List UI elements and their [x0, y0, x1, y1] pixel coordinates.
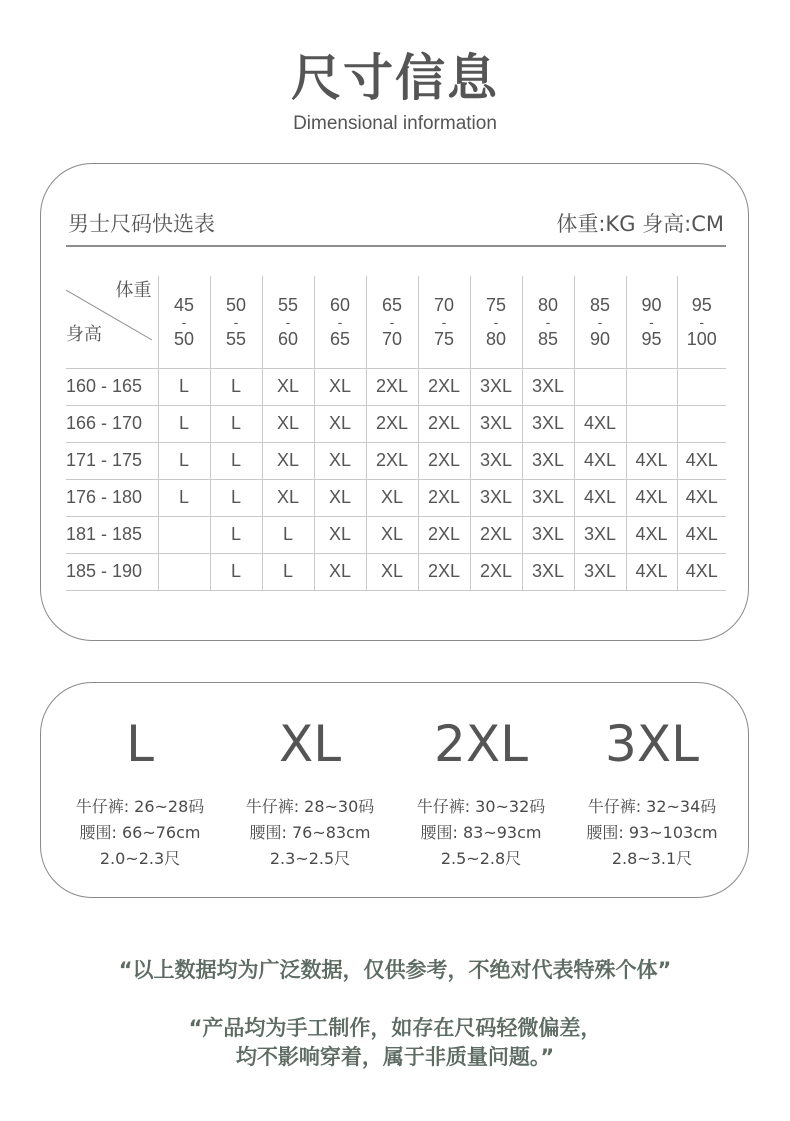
size-cell: 3XL [522, 516, 574, 553]
size-cell: L [262, 553, 314, 590]
size-cell: 4XL [574, 405, 626, 442]
table-row [66, 442, 726, 479]
height-range-cell: 166 - 170 [66, 405, 158, 442]
size-cell: 3XL [522, 405, 574, 442]
waist-size: 腰围: 66~76cm [79, 823, 201, 842]
size-cell: 4XL [574, 442, 626, 479]
size-cell: 3XL [470, 368, 522, 405]
jeans-size: 牛仔裤: 32~34码 [587, 797, 717, 816]
size-cell [158, 516, 210, 553]
size-cell: XL [366, 479, 418, 516]
table-row [66, 553, 726, 590]
size-guide-xl [225, 712, 395, 872]
weight-column-header: 90 - 95 [626, 276, 677, 368]
size-cell: L [158, 479, 210, 516]
unit-label: 体重:KG 身高:CM [556, 212, 724, 236]
size-cell: 2XL [366, 368, 418, 405]
size-cell: L [210, 368, 262, 405]
waist-size: 腰围: 93~103cm [586, 823, 718, 842]
size-cell: 2XL [418, 553, 470, 590]
table-row [66, 516, 726, 553]
size-cell: 3XL [470, 479, 522, 516]
size-cell: 3XL [574, 553, 626, 590]
size-cell: 4XL [626, 553, 677, 590]
handmade-note-line2: 均不影响穿着，属于非质量问题。” [235, 1045, 555, 1069]
table-row [66, 405, 726, 442]
size-cell: XL [262, 405, 314, 442]
waist-size: 腰围: 83~93cm [420, 823, 542, 842]
size-cell: XL [314, 479, 366, 516]
handmade-note-line1: “产品均为手工制作，如存在尺码轻微偏差， [188, 1016, 602, 1040]
size-cell: 4XL [677, 516, 726, 553]
size-cell: 4XL [677, 442, 726, 479]
size-cell [677, 368, 726, 405]
chi-size: 2.8~3.1尺 [611, 849, 693, 868]
page-subtitle: Dimensional information [293, 113, 497, 134]
size-cell: 3XL [522, 368, 574, 405]
jeans-size: 牛仔裤: 30~32码 [416, 797, 546, 816]
table-header-row [66, 276, 726, 368]
size-cell: 4XL [626, 479, 677, 516]
size-cell: 2XL [470, 516, 522, 553]
corner-weight-label: 体重 [115, 280, 152, 301]
size-cell: 3XL [470, 405, 522, 442]
table-row [66, 368, 726, 405]
size-cell: XL [366, 553, 418, 590]
size-cell: 4XL [677, 553, 726, 590]
jeans-size: 牛仔裤: 26~28码 [75, 797, 205, 816]
weight-column-header: 45 - 50 [158, 276, 210, 368]
size-cell: XL [314, 405, 366, 442]
size-cell: XL [262, 368, 314, 405]
height-range-cell: 171 - 175 [66, 442, 158, 479]
size-cell: 2XL [366, 405, 418, 442]
waist-size: 腰围: 76~83cm [249, 823, 371, 842]
size-cell: XL [314, 368, 366, 405]
weight-column-header: 85 - 90 [574, 276, 626, 368]
size-guide-2xl [396, 712, 566, 872]
size-label: 2XL [434, 715, 528, 773]
size-guide-l [55, 712, 225, 872]
size-cell: L [158, 368, 210, 405]
weight-column-header: 65 - 70 [366, 276, 418, 368]
weight-column-header: 75 - 80 [470, 276, 522, 368]
size-cell: 3XL [574, 516, 626, 553]
size-cell: XL [366, 516, 418, 553]
size-cell: L [158, 442, 210, 479]
size-cell: XL [262, 479, 314, 516]
weight-column-header: 50 - 55 [210, 276, 262, 368]
chi-size: 2.3~2.5尺 [269, 849, 351, 868]
size-cell: L [158, 405, 210, 442]
size-cell: 4XL [626, 516, 677, 553]
height-range-cell: 181 - 185 [66, 516, 158, 553]
corner-height-label: 身高 [66, 323, 102, 345]
height-range-cell: 176 - 180 [66, 479, 158, 516]
weight-column-header: 60 - 65 [314, 276, 366, 368]
size-label: 3XL [605, 715, 699, 773]
chi-size: 2.0~2.3尺 [99, 849, 181, 868]
size-cell: L [262, 516, 314, 553]
size-table [66, 276, 726, 591]
height-range-cell: 185 - 190 [66, 553, 158, 590]
size-cell: L [210, 553, 262, 590]
size-label: XL [278, 715, 342, 773]
chi-size: 2.5~2.8尺 [440, 849, 522, 868]
size-cell [626, 368, 677, 405]
size-cell [626, 405, 677, 442]
size-cell: XL [314, 553, 366, 590]
size-cell: 4XL [574, 479, 626, 516]
size-cell: 2XL [418, 405, 470, 442]
size-cell: XL [314, 442, 366, 479]
size-cell [158, 553, 210, 590]
size-cell: 2XL [470, 553, 522, 590]
size-cell: 4XL [626, 442, 677, 479]
jeans-size: 牛仔裤: 28~30码 [245, 797, 375, 816]
size-cell: L [210, 516, 262, 553]
size-cell: 3XL [522, 553, 574, 590]
disclaimer-note: “以上数据均为广泛数据，仅供参考，不绝对代表特殊个体” [118, 958, 672, 982]
weight-column-header: 70 - 75 [418, 276, 470, 368]
size-cell: 4XL [677, 479, 726, 516]
height-range-cell: 160 - 165 [66, 368, 158, 405]
size-cell: 2XL [366, 442, 418, 479]
title-divider [66, 245, 726, 247]
weight-column-header: 80 - 85 [522, 276, 574, 368]
size-cell: L [210, 442, 262, 479]
size-cell: L [210, 479, 262, 516]
size-cell [677, 405, 726, 442]
size-cell: 3XL [470, 442, 522, 479]
weight-column-header: 95 - 100 [677, 276, 726, 368]
size-cell: XL [314, 516, 366, 553]
table-corner-cell [66, 276, 158, 368]
quick-table-title: 男士尺码快选表 [68, 212, 215, 236]
size-cell: 2XL [418, 516, 470, 553]
weight-column-header: 55 - 60 [262, 276, 314, 368]
size-cell: 2XL [418, 442, 470, 479]
table-row [66, 479, 726, 516]
size-cell: 3XL [522, 442, 574, 479]
size-guide-3xl [567, 712, 737, 872]
size-cell: 2XL [418, 368, 470, 405]
page-title: 尺寸信息 [291, 49, 499, 107]
size-cell: XL [262, 442, 314, 479]
size-label: L [126, 715, 154, 773]
size-cell [574, 368, 626, 405]
size-cell: L [210, 405, 262, 442]
size-cell: 3XL [522, 479, 574, 516]
size-cell: 2XL [418, 479, 470, 516]
